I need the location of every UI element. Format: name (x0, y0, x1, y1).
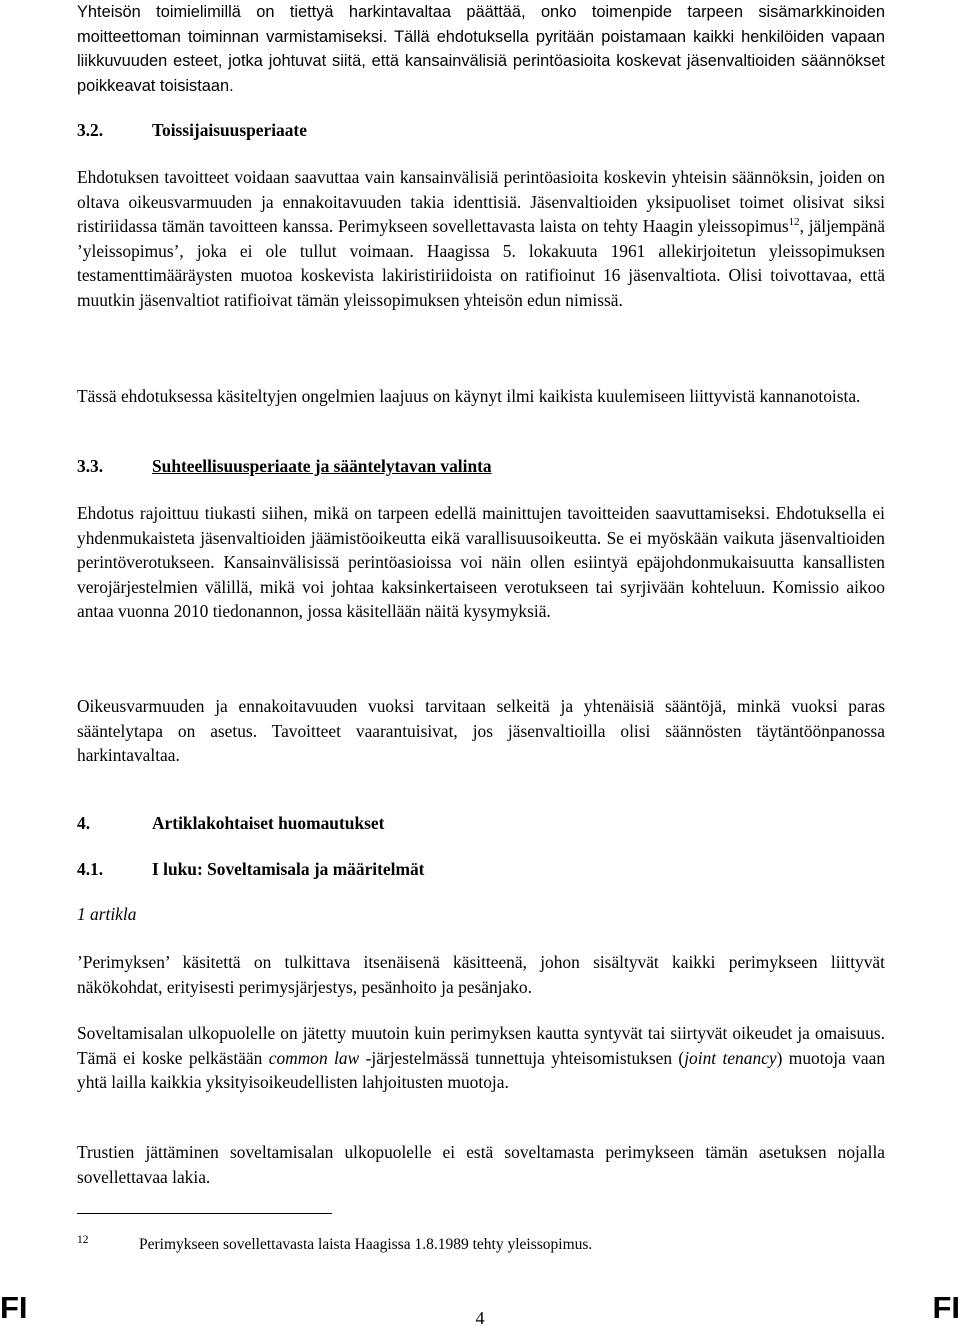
section-title: Suhteellisuusperiaate ja sääntelytavan valinta (152, 456, 492, 476)
article-1-paragraph-3 (77, 1140, 885, 1189)
footnote-separator (77, 1213, 332, 1214)
section-3-3-heading (77, 456, 492, 477)
section-3-3-paragraph-2 (77, 694, 885, 768)
section-number: 4.1. (77, 859, 104, 879)
language-code-right: FI (932, 1290, 960, 1325)
paragraph-text: Ehdotuksen tavoitteet voidaan saavuttaa vain kansainvälisiä perintöasioita koskevin yhteisin säännöksin, joiden on oltava oikeusvarmuuden ja ennakoitavuuden takia identtisiä. Jäsenvaltioiden yksipuoliset toimet olisivat siksi ristiriidassa tämän tavoitteen kanssa. Perimykseen sovellettavasta laista on tehty Haagin yleissopimus (77, 167, 885, 237)
section-4-1-heading (77, 859, 424, 880)
italic-term: common law (268, 1047, 360, 1068)
section-title: Toissijaisuusperiaate (152, 120, 307, 140)
italic-term: joint tenancy (684, 1047, 777, 1068)
article-1-paragraph-1 (77, 950, 885, 999)
section-4-heading (77, 813, 384, 834)
paragraph-text: ) muotoja vaan yhtä lailla kaikkia yksityisoikeudellisten lahjoitusten muotoja. (77, 1047, 886, 1093)
section-3-2-heading (77, 120, 307, 141)
intro-paragraph-text: Yhteisön toimielimillä on tiettyä harkintavaltaa päättää, onko toimenpide tarpeen sisämarkkinoiden moitteettoman toiminnan varmistamiseksi. Tällä ehdotuksella pyritään poistamaan kaikki henkilöiden vapaan liikkuvuuden esteet, jotka johtuvat siitä, että kansainvälisiä perintöasioita koskevat jäsenvaltioiden säännökset poikkeavat toisistaan. (77, 3, 885, 95)
section-title: Artiklakohtaiset huomautukset (152, 813, 385, 833)
intro-paragraph (77, 0, 885, 98)
footnote-text: Perimykseen sovellettavasta laista Haagissa 1.8.1989 tehty yleissopimus. (139, 1236, 593, 1253)
language-code-left: FI (0, 1290, 28, 1325)
paragraph-text: Soveltamisalan ulkopuolelle on jätetty muutoin kuin perimyksen kautta syntyvät tai siirtyvät oikeudet ja omaisuus. Tämä ei koske pelkästään (77, 1023, 885, 1068)
footnote-marker: 12 (77, 1234, 89, 1246)
section-3-2-paragraph-2 (77, 384, 885, 409)
section-number: 3.3. (77, 456, 104, 476)
paragraph-text: Ehdotus rajoittuu tiukasti siihen, mikä on tarpeen edellä mainittujen tavoitteiden saavuttamiseksi. Ehdotuksella ei yhdenmukaisteta jäsenvaltioiden jäämistöoikeutta eikä varallisuusoikeutta. Se ei myöskään vaikuta jäsenvaltioiden perintöverotukseen. Kansainvälisissä perintöasioissa voi näin ollen esiintyä epäjohdonmukaisuutta kansallisten verojärjestelmien välillä, mikä voi johtaa kaksinkertaiseen verotukseen tai syrjivään kohteluun. Komissio aikoo antaa vuonna 2010 tiedonannon, jossa käsitellään näitä kysymyksiä. (77, 503, 885, 622)
section-number: 4. (77, 813, 91, 833)
footnote-reference: 12 (788, 216, 800, 229)
paragraph-text: Oikeusvarmuuden ja ennakoitavuuden vuoksi tarvitaan selkeitä ja yhtenäisiä sääntöjä, minkä vuoksi paras sääntelytapa on asetus. Tavoitteet vaarantuisivat, jos jäsenvaltioilla olisi säännösten täytäntöönpanossa harkintavaltaa. (77, 696, 885, 766)
article-1-paragraph-2 (77, 1021, 885, 1095)
section-title: I luku: Soveltamisala ja määritelmät (152, 859, 425, 879)
paragraph-text: , jäljempänä ’yleissopimus’, joka ei ole tullut voimaan. Haagissa 5. lokakuuta 1961 allekirjoitetun yleissopimuksen testamenttimääräysten muotoa koskevista lakiristiriidoista on ratifioinut 16 jäsenvaltiota. Olisi toivottavaa, että muutkin jäsenvaltiot ratifioivat tämän yleissopimuksen yhteisön edun nimissä. (77, 216, 885, 310)
section-3-3-paragraph-1 (77, 501, 885, 624)
paragraph-text: -järjestelmässä tunnettuja yhteisomistuksen ( (359, 1047, 685, 1068)
section-3-2-paragraph-1 (77, 165, 885, 313)
paragraph-text: Tässä ehdotuksessa käsiteltyjen ongelmien laajuus on käynyt ilmi kaikista kuulemiseen liittyvistä kannanotoista. (77, 386, 861, 406)
paragraph-text: Trustien jättäminen soveltamisalan ulkopuolelle ei estä soveltamasta perimykseen tämän asetuksen nojalla sovellettavaa lakia. (77, 1142, 885, 1187)
article-1-heading: 1 artikla (77, 904, 137, 924)
section-number: 3.2. (77, 120, 104, 140)
page-number: 4 (475, 1308, 485, 1328)
paragraph-text: ’Perimyksen’ käsitettä on tulkittava itsenäisenä käsitteenä, johon sisältyvät kaikki perimykseen liittyvät näkökohdat, erityisesti perimysjärjestys, pesänhoito ja pesänjako. (77, 952, 885, 997)
